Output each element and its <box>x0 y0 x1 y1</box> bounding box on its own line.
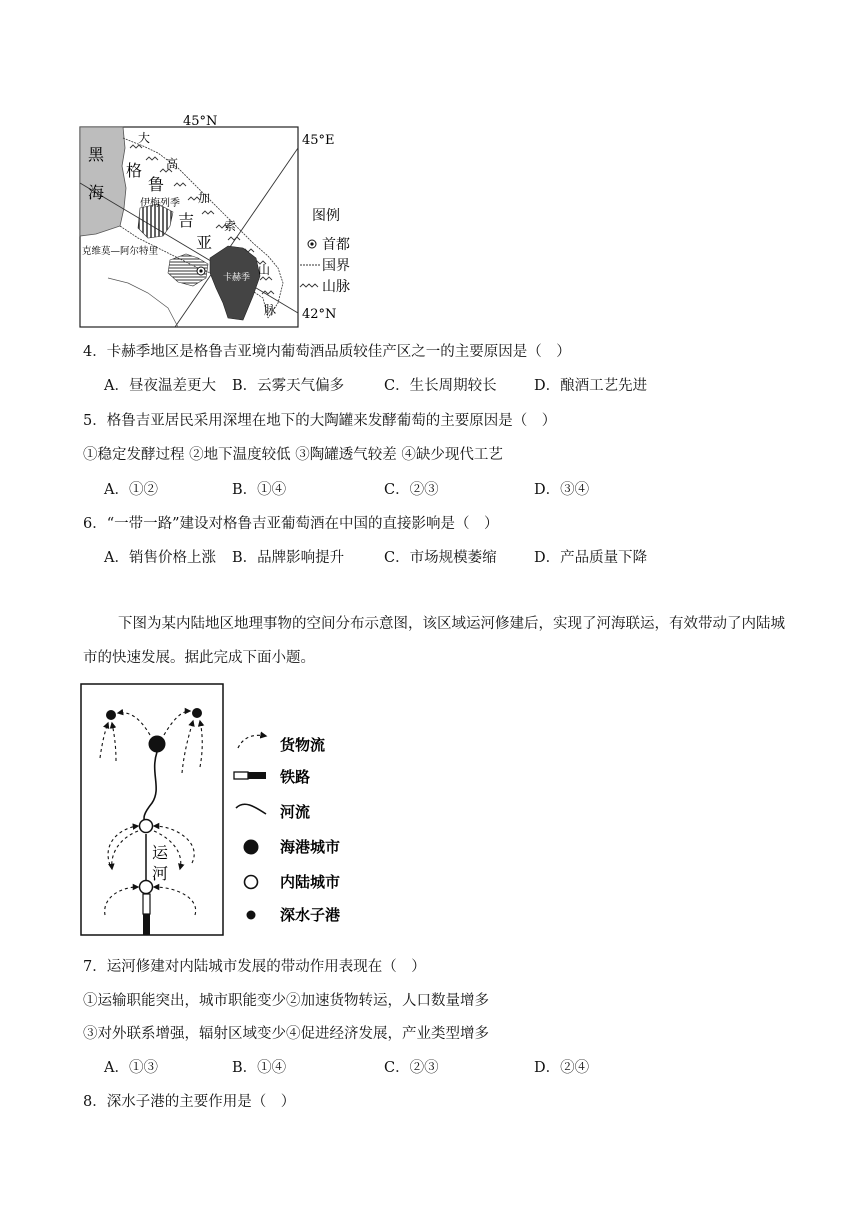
lat-top-label: 45°N <box>183 114 218 129</box>
sea-char-1: 黑 <box>88 145 105 164</box>
canal-diagram-svg <box>80 683 225 937</box>
q6-option-a: A．销售价格上涨 <box>104 550 216 566</box>
legend-deepwater-port-icon <box>247 911 256 920</box>
country-char-1: 格 <box>126 161 143 180</box>
legend-deepwater-port-label: 深水子港 <box>280 906 341 924</box>
mountain-char-4: 索 <box>224 219 237 233</box>
question-8-stem: 8．深水子港的主要作用是（ ） <box>83 1094 296 1110</box>
q4-option-b: B．云雾天气偏多 <box>232 378 345 394</box>
canal-legend-svg <box>232 728 382 928</box>
question-7-stem: 7．运河修建对内陆城市发展的带动作用表现在（ ） <box>83 959 426 975</box>
legend-cargo-flow-label: 货物流 <box>280 736 326 754</box>
question-7-choices-1: ①运输职能突出，城市职能变少②加速货物转运，人口数量增多 <box>83 993 489 1009</box>
legend-railway-icon-black <box>248 772 266 779</box>
q5-option-a: A．①② <box>104 482 158 498</box>
railway-white-segment <box>143 894 150 914</box>
q5-option-b: B．①④ <box>232 482 287 498</box>
mountain-char-3: 加 <box>198 191 211 205</box>
q4-option-d: D．酿酒工艺先进 <box>534 378 648 394</box>
seaport-city <box>149 736 166 753</box>
country-char-4: 亚 <box>196 233 213 252</box>
georgia-map-svg <box>78 108 378 330</box>
region-kvemo-label: 克维莫—阿尔特里 <box>82 246 159 257</box>
mountain-char-5: 山 <box>258 263 271 277</box>
lat-bottom-label: 42°N <box>302 307 337 322</box>
mountain-char-2: 高 <box>166 157 179 171</box>
q5-option-c: C．②③ <box>384 482 439 498</box>
q4-option-a: A．昼夜温差更大 <box>104 378 216 394</box>
q7-option-c: C．②③ <box>384 1060 439 1076</box>
q6-option-d: D．产品质量下降 <box>534 550 648 566</box>
q7-option-b: B．①④ <box>232 1060 287 1076</box>
q4-option-c: C．生长周期较长 <box>384 378 497 394</box>
q7-option-a: A．①③ <box>104 1060 158 1076</box>
lon-right-label: 45°E <box>302 133 335 148</box>
question-7-choices-2: ③对外联系增强，辐射区域变少④促进经济发展，产业类型增多 <box>83 1026 489 1042</box>
question-6-stem: 6．“一带一路”建设对格鲁吉亚葡萄酒在中国的直接影响是（ ） <box>83 516 499 532</box>
region-imereti-label: 伊梅列季 <box>140 198 180 209</box>
canal-label-1: 运 <box>152 843 169 862</box>
legend-inland-city-icon <box>245 876 258 889</box>
black-sea <box>80 127 126 236</box>
question-5-stem: 5．格鲁吉亚居民采用深埋在地下的大陶罐来发酵葡萄的主要原因是（ ） <box>83 413 557 429</box>
railway-black-segment <box>143 914 150 935</box>
canal-legend <box>232 728 382 928</box>
legend-title: 图例 <box>312 208 340 224</box>
question-4-stem: 4．卡赫季地区是格鲁吉亚境内葡萄酒品质较佳产区之一的主要原因是（ ） <box>83 344 571 360</box>
legend-capital-icon-dot <box>310 242 313 245</box>
canal-diagram <box>80 683 225 937</box>
legend-seaport-label: 海港城市 <box>280 838 341 856</box>
country-char-2: 鲁 <box>148 175 165 194</box>
inland-city-lower <box>140 881 153 894</box>
capital-dot <box>199 269 202 272</box>
q7-option-d: D．②④ <box>534 1060 590 1076</box>
legend-railway-icon-white <box>234 772 248 779</box>
q6-option-b: B．品牌影响提升 <box>232 550 345 566</box>
region-kakheti-label: 卡赫季 <box>223 273 251 283</box>
canal-label-2: 河 <box>152 864 169 883</box>
deepwater-port-right <box>192 708 202 718</box>
legend-seaport-icon <box>244 840 259 855</box>
legend-border-label: 国界 <box>322 258 350 274</box>
legend-river-label: 河流 <box>280 803 311 821</box>
diagram-frame <box>81 684 223 935</box>
legend-river-icon <box>236 804 266 814</box>
sea-char-2: 海 <box>88 183 105 202</box>
intro-paragraph: 下图为某内陆地区地理事物的空间分布示意图，该区域运河修建后，实现了河海联运，有效带动了内陆城市的快速发展。据此完成下面小题。 <box>83 616 785 666</box>
legend-mountain-label: 山脉 <box>322 279 350 295</box>
inland-city-upper <box>140 820 153 833</box>
q6-option-c: C．市场规模萎缩 <box>384 550 497 566</box>
question-5-choices: ①稳定发酵过程 ②地下温度较低 ③陶罐透气较差 ④缺少现代工艺 <box>83 447 503 463</box>
georgia-map <box>78 108 378 330</box>
legend-mountain-icon <box>300 284 318 287</box>
mountain-char-1: 大 <box>138 131 151 145</box>
country-char-3: 吉 <box>178 211 195 230</box>
deepwater-port-left <box>106 710 116 720</box>
legend-inland-city-label: 内陆城市 <box>280 873 341 891</box>
q5-option-d: D．③④ <box>534 482 590 498</box>
legend-capital-label: 首都 <box>322 237 350 253</box>
legend-railway-label: 铁路 <box>280 768 311 786</box>
mountain-char-6: 脉 <box>264 303 277 317</box>
legend-cargo-flow-icon <box>238 735 266 748</box>
